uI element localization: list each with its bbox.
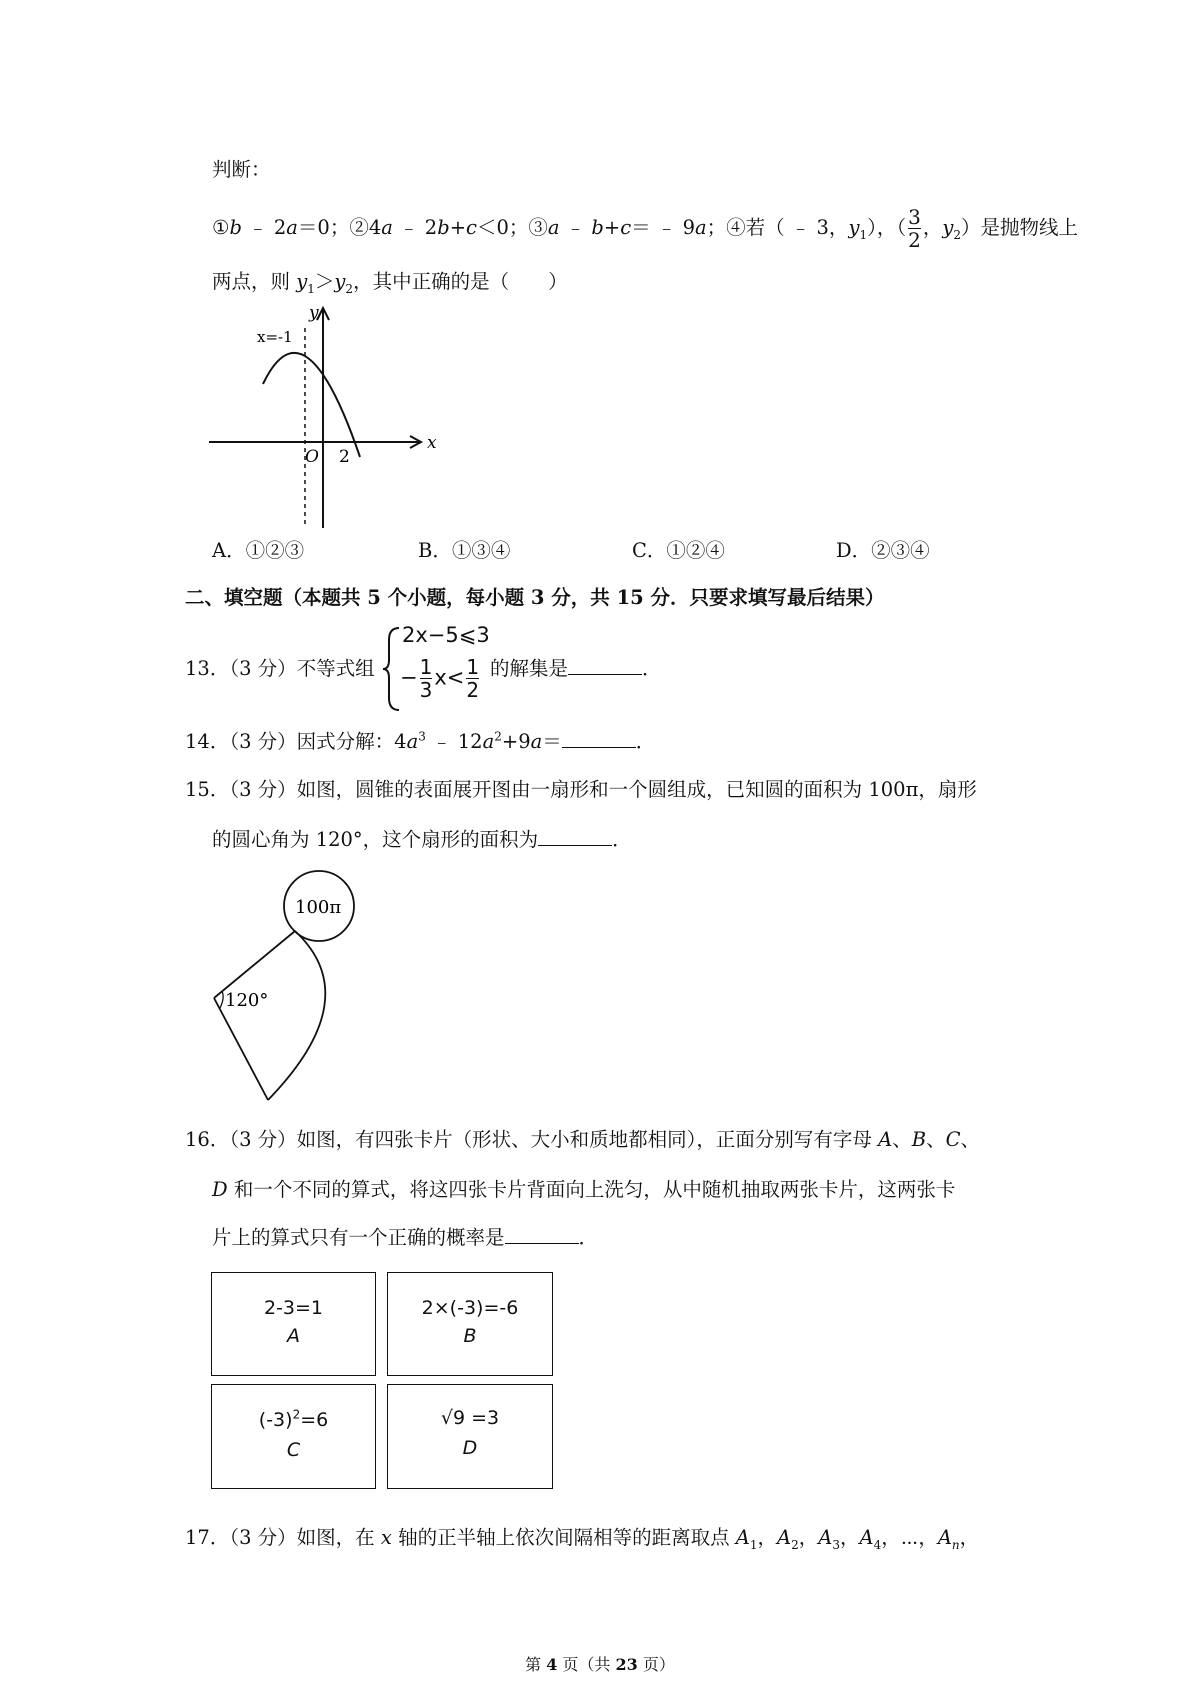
system-brace xyxy=(383,626,401,712)
answer-blank[interactable] xyxy=(568,658,642,675)
q14-line: 14．（3 分）因式分解：$4a^3$ ﹣ $12a^2+9a=$ ． xyxy=(185,729,656,753)
root-label: 2 xyxy=(339,447,350,467)
card-label: B xyxy=(463,1325,477,1347)
option-d: D．②③④ xyxy=(836,539,930,562)
option-c: C．①②④ xyxy=(632,539,725,562)
q12-condition-line: 两点，则 $y_1>y_2$，其中正确的是（ ） xyxy=(212,270,568,296)
answer-blank[interactable] xyxy=(562,731,636,748)
q12-judge-line: 判断： xyxy=(212,158,271,181)
page-footer: 第 4 页（共 23 页） xyxy=(525,1655,675,1674)
card-label: C xyxy=(286,1439,301,1461)
x-axis-label: x xyxy=(427,433,437,453)
section-heading: 二、填空题（本题共 5 个小题，每小题 3 分，共 15 分．只要求填写最后结果） xyxy=(185,586,885,609)
inequality-1: 2x−5⩽3 xyxy=(402,623,490,647)
answer-blank[interactable] xyxy=(538,829,612,846)
card-a xyxy=(211,1272,376,1376)
q13-pre: 13．（3 分）不等式组 xyxy=(185,657,375,680)
inequality-2: − $\frac{1}{3}$ x< $\frac{1}{2}$ xyxy=(400,655,480,702)
symmetry-label: x=-1 xyxy=(257,328,293,346)
card-label: A xyxy=(287,1325,300,1347)
card-c xyxy=(211,1384,376,1489)
cone-net-figure xyxy=(205,868,375,1108)
q17-line: 17．（3 分）如图，在 x 轴的正半轴上依次间隔相等的距离取点 $A_1$，$A_2$，$A_3$，$A_4$，⋯，$A_n$， xyxy=(185,1526,980,1552)
q15-line-2: 的圆心角为 120°，这个扇形的面积为 ． xyxy=(212,828,632,851)
sector-arc xyxy=(268,931,325,1100)
option-a: A．①②③ xyxy=(212,539,305,562)
sector-radius-1 xyxy=(214,931,295,998)
q15-line-1: 15．（3 分）如图，圆锥的表面展开图由一扇形和一个圆组成，已知圆的面积为 100π，扇形 xyxy=(185,778,977,801)
card-expression: 2×(-3)=-6 xyxy=(421,1297,519,1319)
card-expression: $(-3)^2=6$ xyxy=(258,1407,329,1431)
q16-line-1: 16．（3 分）如图，有四张卡片（形状、大小和质地都相同），正面分别写有字母 A、B、C、 xyxy=(185,1128,981,1151)
q12-statements-line: ①b ﹣ 2a＝0；②4a ﹣ 2b+c＜0；③a ﹣ b+c＝ ﹣ 9a；④若（ ﹣ 3，$y_1$），（ $\frac{3}{2}$ ，$y_2$）是抛物线上 xyxy=(212,205,1079,252)
q13-post: 的解集是 ． xyxy=(490,657,662,680)
q16-line-3: 片上的算式只有一个正确的概率是 ． xyxy=(212,1226,599,1249)
sector-radius-2 xyxy=(214,998,268,1100)
option-b: B．①③④ xyxy=(418,539,511,562)
card-d xyxy=(387,1384,553,1489)
angle-label: 120° xyxy=(225,990,269,1011)
card-expression: √9 =3 xyxy=(440,1407,500,1429)
parabola-graph xyxy=(205,302,445,532)
answer-blank[interactable] xyxy=(505,1227,579,1244)
card-b xyxy=(387,1272,553,1376)
card-expression: 2-3=1 xyxy=(263,1297,324,1319)
circle-area-label: 100π xyxy=(295,897,342,918)
y-axis-label: y xyxy=(309,303,319,323)
card-label: D xyxy=(462,1437,478,1459)
fraction-three-halves: $\frac{3}{2}$ xyxy=(908,205,921,252)
origin-label: O xyxy=(305,447,319,467)
q16-line-2: D 和一个不同的算式，将这四张卡片背面向上洗匀，从中随机抽取两张卡片，这两张卡 xyxy=(212,1178,956,1201)
